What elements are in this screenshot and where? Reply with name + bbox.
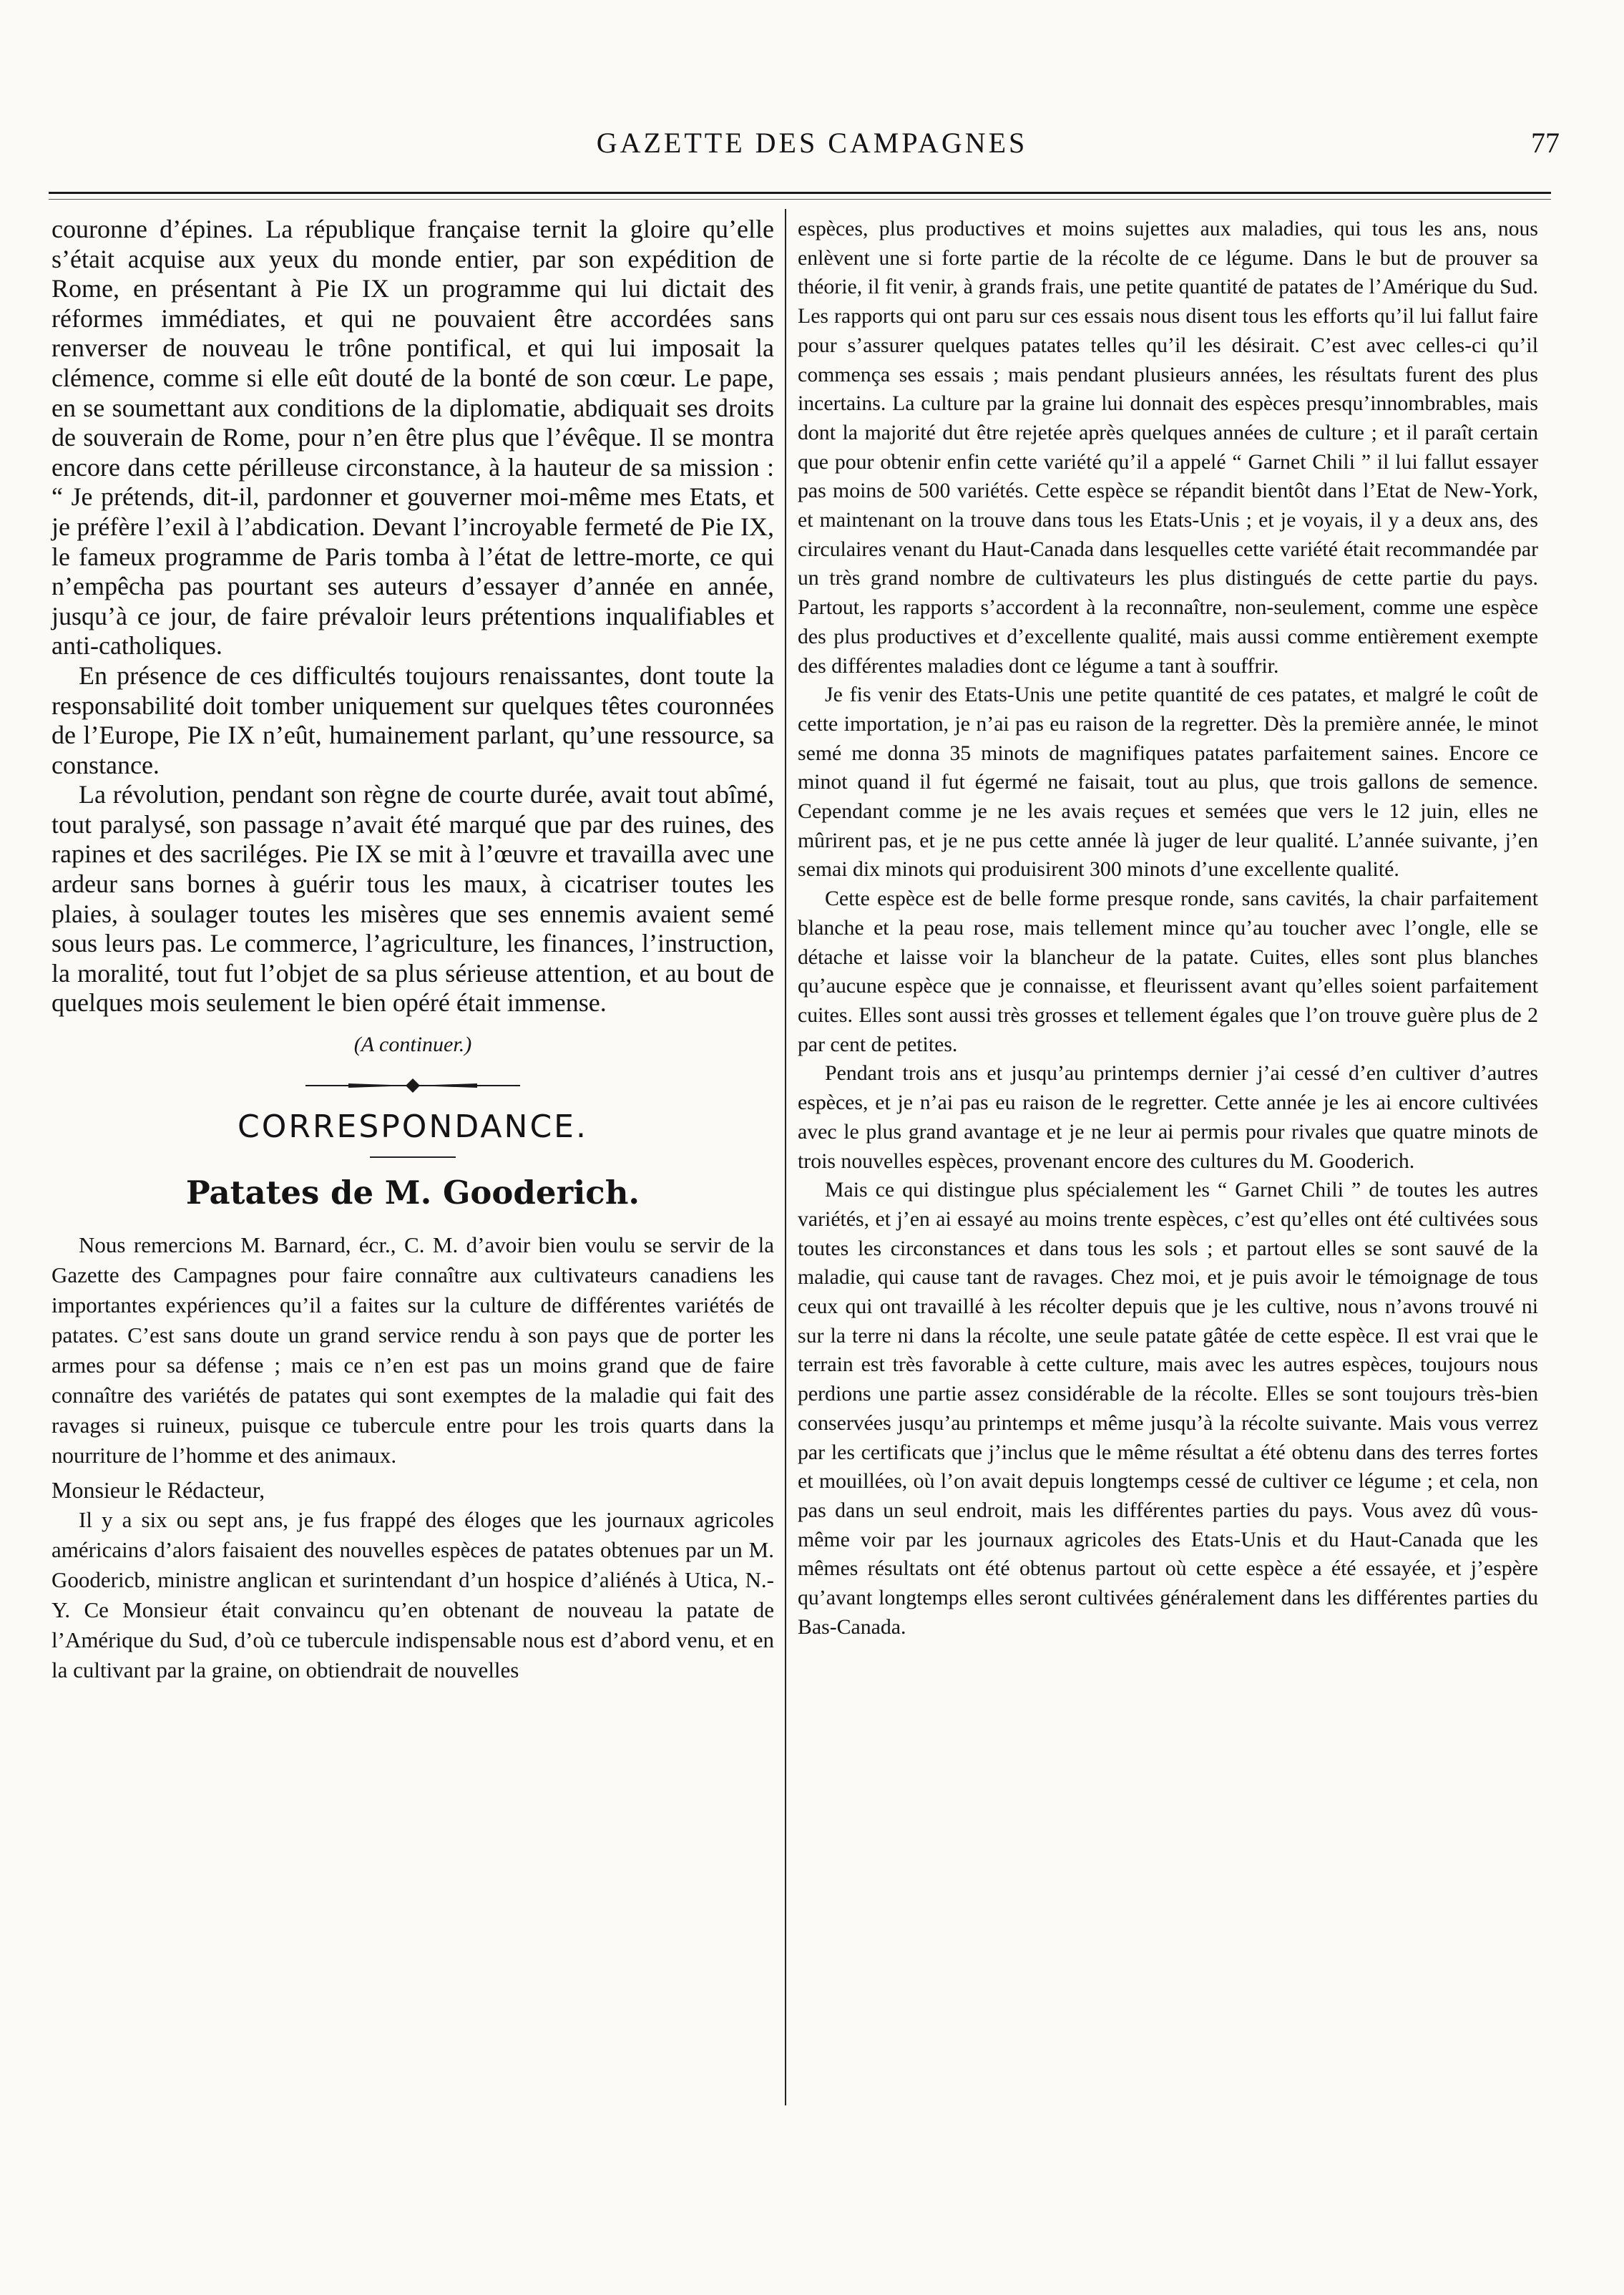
continuation-note: (A continuer.) xyxy=(353,1033,472,1057)
left-column xyxy=(52,215,774,1685)
column-divider xyxy=(785,209,786,2105)
header-rule xyxy=(49,192,1551,194)
salutation: Monsieur le Rédacteur, xyxy=(52,1477,265,1504)
page-number: 77 xyxy=(1531,127,1560,159)
letter-paragraph: Mais ce qui distingue plus spécialement les “ Garnet Chili ” de toutes les autres variétés, et j’en ai essayé au moins trente espèces, c’est qu’elles ont été cultivées sous toutes les circonstances et dans tous les sols ; et partout elles se sont sauvé de la maladie, qui cause tant de ravages. Chez moi, et je puis avoir le témoignage de tous ceux qui ont travaillé à les récolter depuis que je les cultive, nous n’avons trouvé ni sur la terre ni dans la récolte, une seule patate gâtée de cette espèce. Il est vrai que le terrain est très favorable à cette culture, mais avec les autres espèces, toujours nous perdions une partie assez considérable de la récolte. Elles se sont toujours très-bien conservées jusqu’au printemps et même jusqu’à la récolte suivante. Mais vous verrez par les certificats que j’inclus que le même résultat a été obtenu dans des terres fortes et mouillées, où l’on avait depuis longtemps cessé de cultiver ce légume ; et cela, non pas dans un seul endroit, mais les différentes parties du pays. Vous avez dû vous-même voir par les journaux agricoles des Etats-Unis et du Haut-Canada que les mêmes résultats ont été obtenus partout où cette espèce a été essayée, et j’espère qu’avant longtemps elles seront cultivées généralement dans les différentes parties du Bas-Canada. xyxy=(798,1178,1538,1639)
section-rule xyxy=(370,1156,456,1158)
running-header xyxy=(0,126,1624,169)
letter-paragraph: espèces, plus productives et moins sujettes aux maladies, qui tous les ans, nous enlèvent une si forte partie de la récolte de ce légume. Dans le but de prouver sa théorie, il fit venir, à grands frais, une petite quantité de patates de l’Amérique du Sud. Les rapports qui ont paru sur ces essais nous disent tous les efforts qu’il lui fallut faire pour s’assurer quelques patates telles qu’il les désirait. C’est avec celles-ci qu’il commença ses essais ; mais pendant plusieurs années, les résultats furent des plus incertains. La culture par la graine lui donnait des espèces presqu’innombrables, mais dont la majorité dut être rejetée après quelques années de culture ; et il paraît certain que pour obtenir enfin cette variété qu’il a appelé “ Garnet Chili ” il lui fallut essayer pas moins de 500 variétés. Cette espèce se répandit bientôt dans l’Etat de New-York, et maintenant on la trouve dans tous les Etats-Unis ; et je voyais, il y a deux ans, des circulaires venant du Haut-Canada dans lesquelles cette variété était recommandée par un très grand nombre de cultivateurs les plus distingués de cette partie du pays. Partout, les rapports s’accordent à la reconnaître, non-seulement, comme une espèce des plus productives et d’excellente qualité, mais aussi comme entièrement exempte des différentes maladies dont ce légume a tant à souffrir. xyxy=(798,217,1538,678)
article-paragraph: La révolution, pendant son règne de courte durée, avait tout abîmé, tout paralysé, son passage n’avait été marqué que par des ruines, des rapines et des sacriléges. Pie IX se mit à l’œuvre et travailla avec une ardeur sans bornes à guérir tous les maux, à cicatriser toutes les plaies, à soulager toutes les misères que ses ennemis avaient semé sous leurs pas. Le commerce, l’agriculture, les finances, l’instruction, la moralité, tout fut l’objet de sa plus sérieuse attention, et au bout de quelques mois seulement le bien opéré était immense. xyxy=(52,780,774,1018)
article-title: Patates de M. Gooderich. xyxy=(185,1174,640,1212)
article-paragraph: En présence de ces difficultés toujours renaissantes, dont toute la responsabilité doit tomber uniquement sur quelques têtes couronnées de l’Europe, Pie IX n’eût, humainement parlant, qu’une ressource, sa constance. xyxy=(52,661,774,779)
letter-paragraph: Cette espèce est de belle forme presque ronde, sans cavités, la chair parfaitement blanche et la peau rose, mais tellement mince qu’au toucher avec l’ongle, elle se détache et laisse voir la blancheur de la patate. Cuites, elles sont plus blanches qu’aucune espèce que je connaisse, et fleurissent avant qu’elles soient parfaitement cuites. Elles sont aussi très grosses et tellement égales que l’on trouve guère plus de 2 par cent de petites. xyxy=(798,887,1538,1056)
article-paragraph: couronne d’épines. La république française ternit la gloire qu’elle s’était acquise aux yeux du monde entier, par son expédition de Rome, en présentant à Pie IX un programme qui lui dictait des réformes immédiates, et qui ne pouvaient être accordées sans renverser de nouveau le trône pontifical, et qui lui imposait la clémence, comme si elle eût douté de la bonté de son cœur. Le pape, en se soumettant aux conditions de la diplomatie, abdiquait ses droits de souverain de Rome, pour n’en être plus que l’évêque. Il se montra encore dans cette périlleuse circonstance, à la hauteur de sa mission : “ Je prétends, dit-il, pardonner et gouverner moi-même mes Etats, et je préfère l’exil à l’abdication. Devant l’incroyable fermeté de Pie IX, le fameux programme de Paris tomba à l’état de lettre-morte, ce qui n’empêcha pas pourtant ses auteurs d’essayer d’année en année, jusqu’à ce jour, de faire prévaloir leurs prétentions inqualifiables et anti-catholiques. xyxy=(52,215,774,661)
ornamental-divider xyxy=(305,1077,520,1094)
section-heading: CORRESPONDANCE. xyxy=(238,1108,588,1146)
letter-paragraph: Je fis venir des Etats-Unis une petite quantité de ces patates, et malgré le coût de cette importation, je n’ai pas eu raison de la regretter. Dès la première année, le minot semé me donna 35 minots de magnifiques patates parfaitement saines. Encore ce minot quand il fut égermé ne faisait, tout au plus, que trois gallons de semence. Cependant comme je ne les avais reçues et semées que vers le 12 juin, elles ne mûrirent pas, et je ne pus cette année là juger de leur qualité. L’année suivante, j’en semai dix minots qui produisirent 300 minots d’une excellente qualité. xyxy=(798,683,1538,882)
publication-title: GAZETTE DES CAMPAGNES xyxy=(596,127,1028,159)
header-rule-thin xyxy=(49,199,1551,200)
editor-intro: Nous remercions M. Barnard, écr., C. M. d’avoir bien voulu se servir de la Gazette des Campagnes pour faire connaître aux cultivateurs canadiens les importantes expériences qu’il a faites sur la culture de différentes variétés de patates. C’est sans doute un grand service rendu à son pays que de porter les armes pour sa défense ; mais ce n’en est pas un moins grand que de faire connaître des variétés de patates qui sont exemptes de la maladie qui fait des ravages si ruineux, puisque ce tubercule entre pour les trois quarts dans la nourriture de l’homme et des animaux. xyxy=(52,1232,774,1468)
letter-paragraph: Pendant trois ans et jusqu’au printemps dernier j’ai cessé d’en cultiver d’autres espèces, et je n’ai pas eu raison de le regretter. Cette année je les ai encore cultivées avec le plus grand avantage et je ne leur ai permis pour rivales que quatre minots de trois nouvelles espèces, provenant encore des cultures du M. Gooderich. xyxy=(798,1061,1538,1173)
right-column xyxy=(798,215,1538,1642)
letter-paragraph: Il y a six ou sept ans, je fus frappé des éloges que les journaux agricoles américains d’alors faisaient des nouvelles espèces de patates obtenues par un M. Goodericb, ministre anglican et surintendant d’un hospice d’aliénés à Utica, N.-Y. Ce Monsieur était convaincu qu’en obtenant de nouveau la patate de l’Amérique du Sud, d’où ce tubercule indispensable nous est d’abord venu, et en la cultivant par la graine, on obtiendrait de nouvelles xyxy=(52,1507,774,1683)
